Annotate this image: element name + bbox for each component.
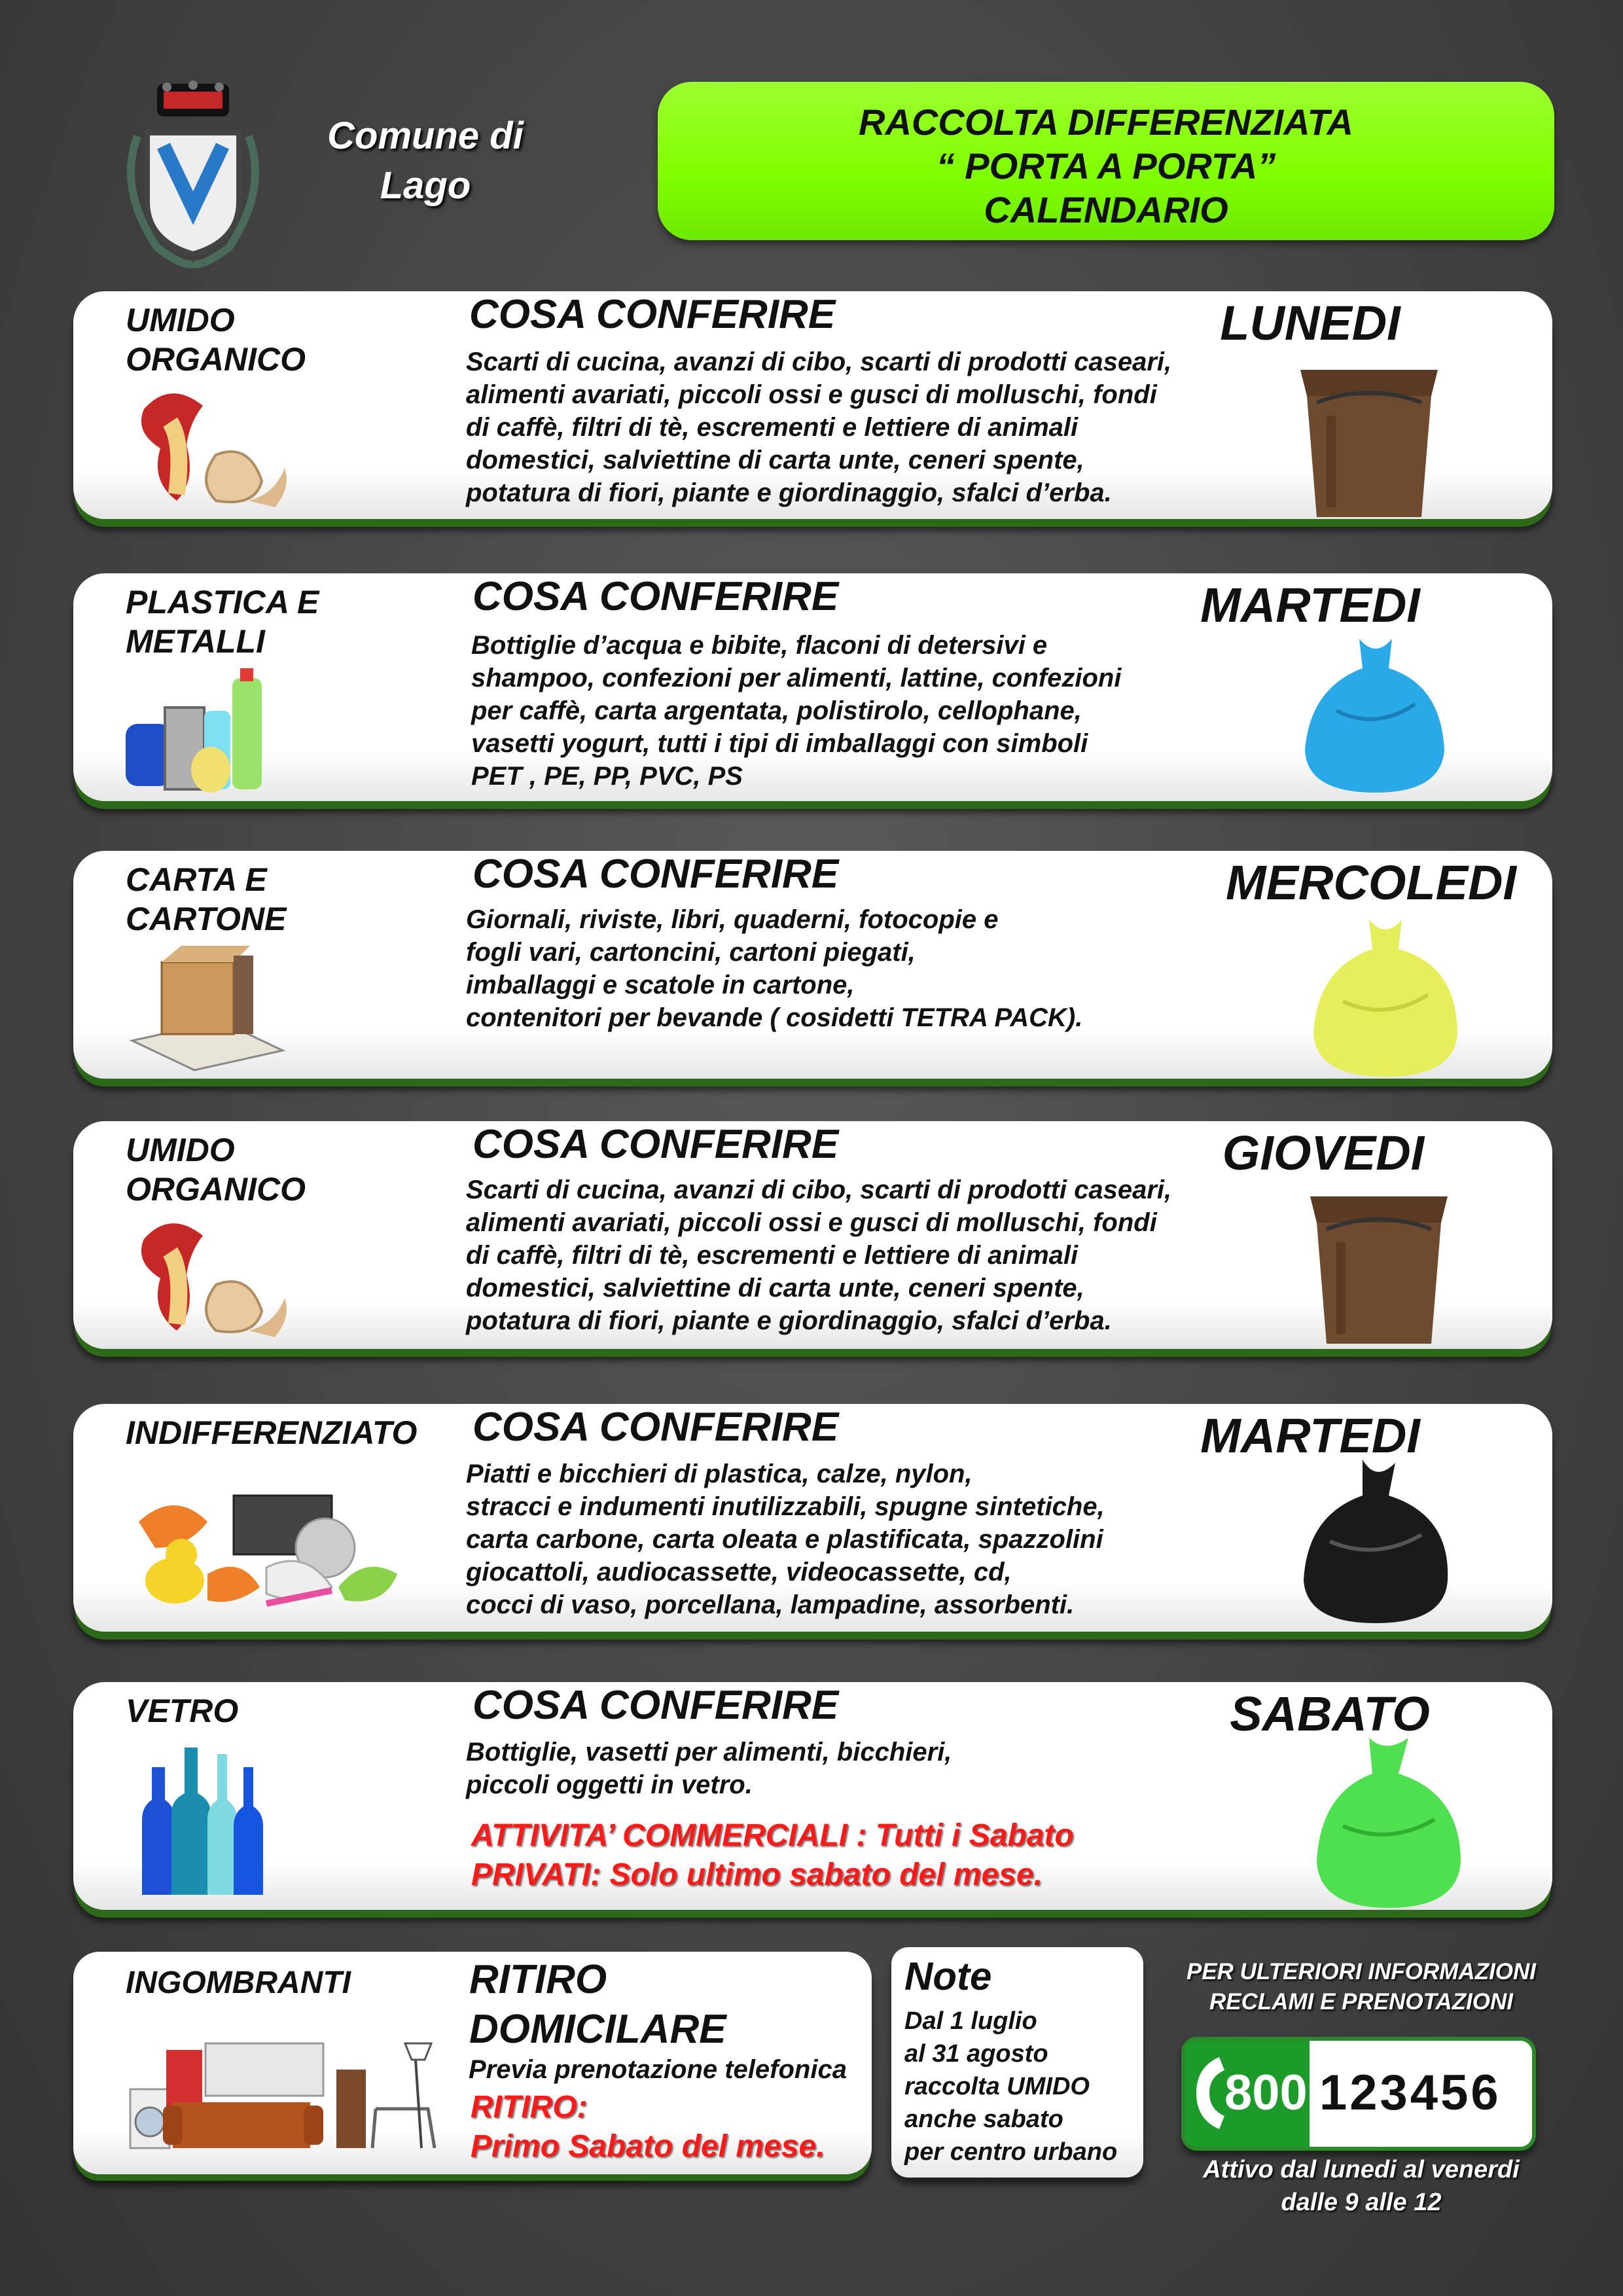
title-line: RACCOLTA DIFFERENZIATA <box>859 101 1353 143</box>
description-line: potatura di fiori, piante e giordinaggio, sfalci d’erba. <box>466 1306 1112 1335</box>
note-title: Note <box>904 1954 992 1998</box>
description-line: stracci e indumenti inutilizzabili, spugne sintetiche, <box>466 1492 1105 1521</box>
organic-waste-icon <box>124 1213 294 1344</box>
collection-day: MARTEDI <box>1200 578 1420 632</box>
accepted-items-text <box>466 1458 1251 1621</box>
description-line: alimenti avariati, piccoli ossi e gusci di molluschi, fondi <box>466 380 1157 409</box>
brown-bin-icon <box>1297 1183 1461 1347</box>
accepted-items-text <box>466 1174 1251 1337</box>
pickup-day-notice <box>471 2088 825 2166</box>
description-line: Piatti e bicchieri di plastica, calze, nylon, <box>466 1460 972 1488</box>
description-line: domestici, salviettine di carta unte, ceneri spente, <box>466 446 1084 475</box>
accepted-items-text <box>466 346 1251 509</box>
brown-bin-icon <box>1287 357 1451 520</box>
paper-cardboard-icon <box>129 936 286 1073</box>
note-line: anche sabato <box>904 2106 1063 2133</box>
category-line: CARTA E <box>126 861 267 898</box>
bulky-waste-panel <box>73 1952 872 2174</box>
schedule-row-vetro-sabato <box>73 1682 1552 1910</box>
phone-prefix-panel <box>1185 2041 1310 2147</box>
section-heading: COSA CONFERIRE <box>473 574 839 619</box>
info-line: RECLAMI E PRENOTAZIONI <box>1209 1989 1514 2015</box>
commercial-notice <box>471 1816 1074 1895</box>
description-line: giocattoli, audiocassette, videocassette, cd, <box>466 1558 1012 1587</box>
category-line: METALLI <box>126 623 265 660</box>
municipality-line: Lago <box>380 164 471 207</box>
category-label <box>126 860 453 939</box>
note-line: Dal 1 luglio <box>904 2007 1037 2035</box>
contact-info-heading <box>1152 1957 1571 2017</box>
info-line: PER ULTERIORI INFORMAZIONI <box>1186 1959 1537 1984</box>
note-line: per centro urbano <box>904 2138 1118 2166</box>
schedule-row-umido-lunedi <box>73 291 1552 519</box>
category-line: CARTONE <box>126 901 287 937</box>
black-bag-icon <box>1291 1456 1461 1626</box>
accepted-items-text <box>466 903 1251 1034</box>
municipality-line: Comune di <box>327 115 524 157</box>
description-line: imballaggi e scatole in cartone, <box>466 971 855 999</box>
title-line: “ PORTA A PORTA” <box>936 145 1276 187</box>
note-box <box>891 1947 1143 2178</box>
category-label <box>126 1413 492 1452</box>
description-line: Bottiglie d’acqua e bibite, flaconi di detersivi e <box>471 631 1048 660</box>
heading-line: RITIRO <box>469 1957 607 2002</box>
category-line: ORGANICO <box>126 1171 306 1208</box>
booking-note: Previa prenotazione telefonica <box>469 2055 847 2084</box>
note-line: al 31 agosto <box>904 2040 1048 2068</box>
town-crest-icon <box>118 77 268 274</box>
category-line: PLASTICA E <box>126 584 319 620</box>
municipality-name <box>288 111 563 211</box>
description-line: carta carbone, carta oleata e plastificata, spazzolini <box>466 1525 1103 1554</box>
yellow-bag-icon <box>1304 916 1467 1080</box>
title-line: CALENDARIO <box>984 189 1228 230</box>
phone-number: 123456 <box>1319 2065 1501 2121</box>
section-heading: COSA CONFERIRE <box>473 852 839 897</box>
furniture-appliances-icon <box>127 2030 441 2155</box>
schedule-row-indifferenziato-martedi <box>73 1404 1552 1632</box>
description-line: Scarti di cucina, avanzi di cibo, scarti di prodotti caseari, <box>466 348 1172 376</box>
description-line: alimenti avariati, piccoli ossi e gusci di molluschi, fondi <box>466 1208 1157 1237</box>
description-line: potatura di fiori, piante e giordinaggio, sfalci d’erba. <box>466 478 1112 507</box>
category-line: INDIFFERENZIATO <box>126 1414 418 1451</box>
description-line: PET , PE, PP, PVC, PS <box>471 762 743 791</box>
description-line: Giornali, riviste, libri, quaderni, fotocopie e <box>466 905 999 934</box>
section-heading: COSA CONFERIRE <box>473 1683 839 1728</box>
green-bag-icon <box>1304 1734 1474 1911</box>
phone-number-badge[interactable] <box>1181 2037 1536 2151</box>
heading-line: DOMICILARE <box>469 2007 726 2052</box>
collection-day: GIOVEDI <box>1222 1126 1425 1180</box>
category-line: UMIDO <box>126 302 235 338</box>
organic-waste-icon <box>124 383 294 514</box>
description-line: Bottiglie, vasetti per alimenti, bicchieri, <box>466 1738 952 1767</box>
description-line: piccoli oggetti in vetro. <box>466 1770 753 1799</box>
collection-day: MERCOLEDI <box>1226 855 1516 910</box>
hours-line: dalle 9 alle 12 <box>1281 2189 1442 2216</box>
description-line: per caffè, carta argentata, polistirolo, cellophane, <box>471 696 1082 725</box>
collection-day: MARTEDI <box>1200 1408 1420 1463</box>
section-heading: COSA CONFERIRE <box>473 1405 839 1450</box>
schedule-row-plastica-martedi <box>73 573 1552 801</box>
description-line: shampoo, confezioni per alimenti, lattine, confezioni <box>471 664 1122 692</box>
category-label <box>126 583 453 661</box>
section-heading: COSA CONFERIRE <box>469 292 836 337</box>
note-line: raccolta UMIDO <box>904 2073 1090 2100</box>
phone-handset-icon <box>1193 2054 1226 2132</box>
category-label: INGOMBRANTI <box>126 1965 351 2000</box>
description-line: cocci di vaso, porcellana, lampadine, assorbenti. <box>466 1590 1075 1619</box>
description-line: Scarti di cucina, avanzi di cibo, scarti di prodotti caseari, <box>466 1175 1172 1204</box>
description-line: vasetti yogurt, tutti i tipi di imballaggi con simboli <box>471 729 1088 758</box>
plastic-metal-icon <box>122 665 279 796</box>
accepted-items-text <box>471 629 1257 793</box>
mixed-waste-icon <box>135 1476 463 1620</box>
category-label <box>126 1691 453 1731</box>
category-line: UMIDO <box>126 1132 235 1168</box>
category-line: ORGANICO <box>126 341 306 378</box>
notice-line: ATTIVITA’ COMMERCIALI : Tutti i Sabato <box>471 1818 1074 1853</box>
service-hours <box>1152 2153 1571 2219</box>
schedule-row-umido-giovedi <box>73 1121 1552 1349</box>
description-line: contenitori per bevande ( cosidetti TETRA PACK). <box>466 1003 1083 1032</box>
hours-line: Attivo dal lunedi al venerdi <box>1203 2156 1520 2183</box>
description-line: domestici, salviettine di carta unte, ceneri spente, <box>466 1274 1084 1302</box>
schedule-row-carta-mercoledi <box>73 851 1552 1079</box>
description-line: fogli vari, cartoncini, cartoni piegati, <box>466 938 916 967</box>
collection-day: SABATO <box>1230 1687 1430 1741</box>
category-line: VETRO <box>126 1693 239 1729</box>
accepted-items-text <box>466 1736 1251 1801</box>
category-label <box>126 300 453 379</box>
collection-day: LUNEDI <box>1220 296 1400 350</box>
description-line: di caffè, filtri di tè, escrementi e lettiere di animali <box>466 1241 1079 1270</box>
blue-bag-icon <box>1297 632 1454 796</box>
phone-prefix: 800 <box>1224 2065 1308 2121</box>
note-text <box>904 2005 1117 2168</box>
pickup-heading <box>469 1955 726 2054</box>
notice-line: RITIRO: <box>471 2090 588 2125</box>
notice-line: Primo Sabato del mese. <box>471 2129 825 2164</box>
category-label <box>126 1130 453 1209</box>
description-line: di caffè, filtri di tè, escrementi e lettiere di animali <box>466 413 1079 442</box>
glass-bottles-icon <box>135 1741 266 1898</box>
notice-line: PRIVATI: Solo ultimo sabato del mese. <box>471 1857 1043 1892</box>
calendar-title-box <box>658 82 1554 240</box>
section-heading: COSA CONFERIRE <box>473 1122 839 1167</box>
